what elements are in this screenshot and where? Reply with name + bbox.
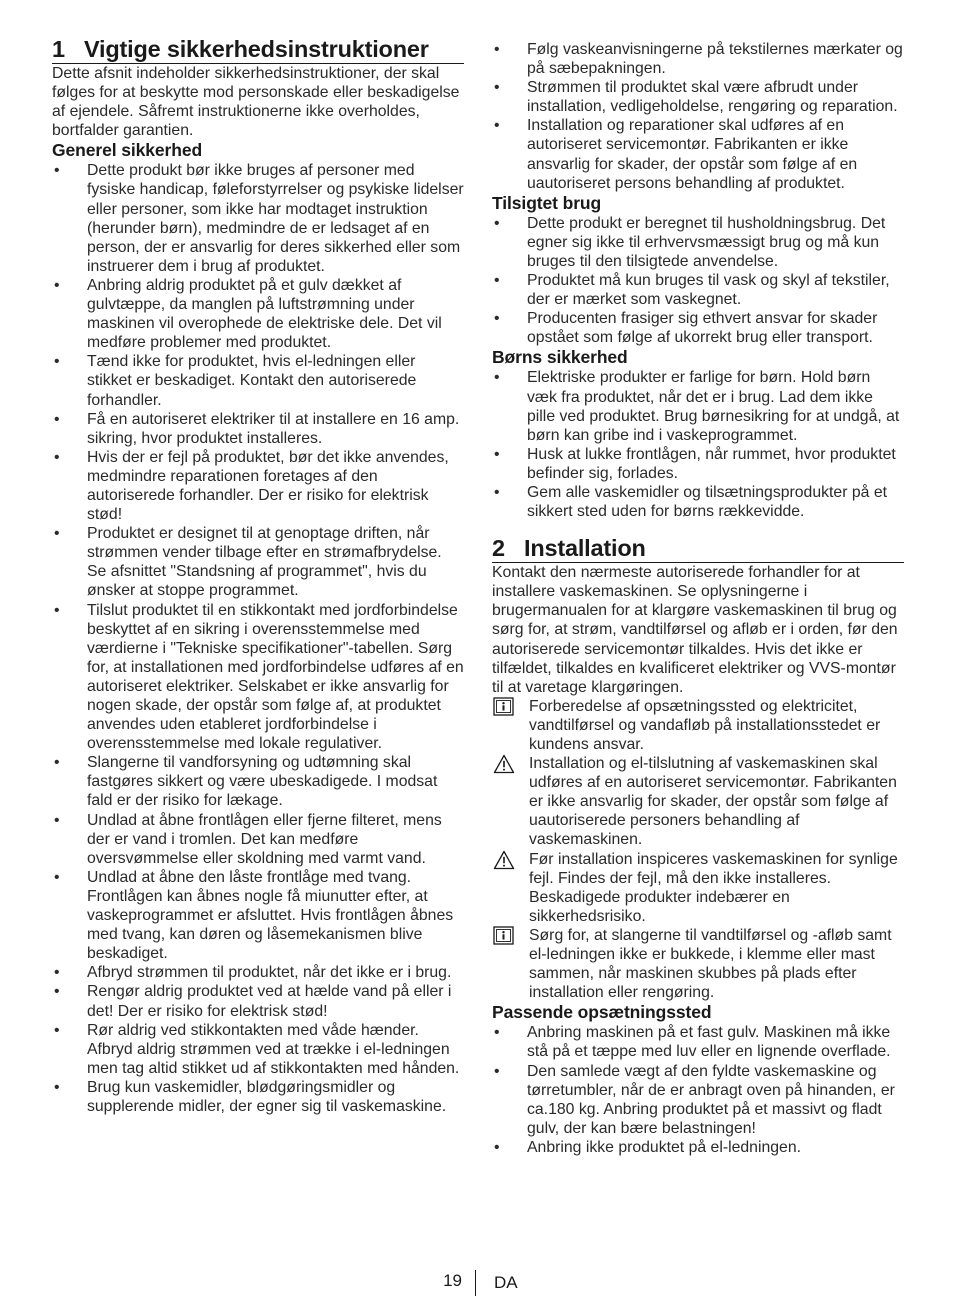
- list-item: • Anbring ikke produktet på el-ledningen.: [494, 1138, 801, 1156]
- list-item: • Anbring maskinen på et fast gulv. Maskinen må ikke stå på et tæppe med luv eller en lignende overflade.: [494, 1024, 891, 1061]
- list-item: • Brug kun vaskemidler, blødgøringsmidler og supplerende midler, der egner sig til vaskemaskine.: [54, 1078, 447, 1115]
- section-title: Installation: [524, 535, 646, 562]
- child-safety-list: [492, 368, 904, 521]
- general-safety-list: [52, 161, 464, 1116]
- list-item: • Hvis der er fejl på produktet, bør det ikke anvendes, medmindre reparationen foretages af den autoriserede forhandler. Der er risiko for elektrisk stød!: [54, 448, 449, 524]
- info-note: Sørg for, at slangerne til vandtilførsel og -afløb samt el-ledningen ikke er bukkede, i klemme eller mast sammen, når maskinen skubbes på plads efter installation eller rengøring.: [492, 926, 904, 1002]
- left-column: [52, 36, 464, 1116]
- list-item: • Afbryd strømmen til produktet, når det ikke er i brug.: [54, 964, 452, 982]
- section-number: 1: [52, 36, 65, 62]
- list-item: • Anbring aldrig produktet på et gulv dækket af gulvtæppe, da manglen på luftstrømning under maskinen vil overophede de elektriske dele. Det vil medføre problemer med produktet.: [54, 276, 442, 352]
- intended-use-list: [492, 214, 904, 348]
- language-code: DA: [494, 1273, 518, 1292]
- info-note: Forberedelse af opsætningssted og elektricitet, vandtilførsel og vandafløb på installationsstedet er kundens ansvar.: [492, 697, 904, 754]
- warning-note: Installation og el-tilslutning af vaskemaskinen skal udføres af en autoriseret servicemontør. Fabrikanten er ikke ansvarlig for skader, der opstår som følge af uautoriserede personers behandling af vaskemaskinen.: [492, 754, 904, 849]
- warning-icon: [493, 850, 515, 870]
- list-item: • Undlad at åbne frontlågen eller fjerne filteret, mens der er vand i tromlen. Det kan medføre oversvømmelse eller skoldning med varmt vand.: [54, 811, 442, 867]
- section-2-intro: Kontakt den nærmeste autoriserede forhandler for at installere vaskemaskinen. Se oplysningerne i brugermanualen for at klargøre vaskemaskinen til brug og sørg for, at strøm, vandtilførsel og afløb er i orden, før den autoriserede servicemontør tilkaldes. Hvis det ikke er tilfældet, tilkaldes en kvalificeret elektriker og VVS-montør til at varetage klargøringen.: [492, 564, 898, 696]
- list-item: • Rør aldrig ved stikkontakten med våde hænder. Afbryd aldrig strømmen ved at trække i el-ledningen men tag altid stikket ud af stikkontakten med hånden.: [54, 1021, 460, 1077]
- list-item: • Dette produkt bør ikke bruges af personer med fysiske handicap, føleforstyrrelser og psykiske lidelser eller personer, som ikke har modtaget instruktion (herunder børn), medmindre de er ledsaget af en person, der er ansvarlig for deres sikkerhed eller som instruerer dem i brug af produktet.: [54, 162, 464, 275]
- list-item: • Få en autoriseret elektriker til at installere en 16 amp. sikring, hvor produktet installeres.: [54, 410, 460, 447]
- list-item: • Undlad at åbne den låste frontlåge med tvang. Frontlågen kan åbnes nogle få miunutter efter, at vaskeprogrammet er afsluttet. Hvis frontlågen åbnes med tvang, kan døren og låsemekanismen blive beskadiget.: [54, 868, 454, 963]
- list-item: • Gem alle vaskemidler og tilsætningsprodukter på et sikkert sted uden for børns rækkevidde.: [494, 483, 887, 521]
- general-safety-list-continued: [492, 40, 904, 193]
- list-item: • Den samlede vægt af den fyldte vaskemaskine og tørretumbler, når de er anbragt oven på hinanden, er ca.180 kg. Anbring produktet på et massivt og fladt gulv, der kan bære belastningen!: [494, 1062, 895, 1137]
- list-item: • Produktet må kun bruges til vask og skyl af tekstiler, der er mærket som vaskegnet.: [494, 272, 890, 309]
- list-item: • Dette produkt er beregnet til husholdningsbrug. Det egner sig ikke til erhvervsmæssigt brug og må kun bruges til den tilsigtede anvendelse.: [494, 214, 886, 270]
- installation-location-list: [492, 1023, 904, 1157]
- general-safety-heading: Generel sikkerhed: [52, 140, 203, 161]
- list-item: • Tilslut produktet til en stikkontakt med jordforbindelse beskyttet af en sikring i overensstemmelse med værdierne i "Tekniske specifikationer"-tabellen. Sørg for, at installationen med jordforbindelse udføres af en autoriseret elektriker. Selskabet er ikke ansvarlig for nogen skade, der opstår som følge af, at produktet anvendes uden etableret jordforbindelse i overensstemmelse med lokale regulativer.: [54, 601, 464, 753]
- list-item: • Tænd ikke for produktet, hvis el-ledningen eller stikket er beskadiget. Kontakt den autoriserede forhandler.: [54, 353, 417, 409]
- page-number: 19: [443, 1271, 462, 1290]
- installation-location-heading: Passende opsætningssted: [492, 1002, 712, 1023]
- section-number: 2: [492, 535, 505, 562]
- footer-divider: [475, 1270, 476, 1296]
- list-item: • Følg vaskeanvisningerne på tekstilernes mærkater og på sæbepakningen.: [494, 41, 903, 78]
- right-column: [492, 40, 904, 1157]
- intended-use-heading: Tilsigtet brug: [492, 192, 602, 213]
- list-item: • Slangerne til vandforsyning og udtømning skal fastgøres sikkert og være ubeskadigede. I modsat fald er der risiko for lækage.: [54, 754, 438, 810]
- section-1-heading: [52, 36, 464, 64]
- section-title: Vigtige sikkerhedsinstruktioner: [84, 36, 429, 62]
- warning-note: Før installation inspiceres vaskemaskinen for synlige fejl. Findes der fejl, må den ikke installeres. Beskadigede produkter indebærer en sikkerhedsrisiko.: [492, 850, 904, 926]
- list-item: • Husk at lukke frontlågen, når rummet, hvor produktet befinder sig, forlades.: [494, 445, 896, 482]
- info-icon: [493, 926, 515, 946]
- section-1-intro: Dette afsnit indeholder sikkerhedsinstruktioner, der skal følges for at beskytte mod personskade eller beskadigelse af ejendele. Såfremt instruktionerne ikke overholdes, bortfalder garantien.: [52, 65, 460, 140]
- list-item: • Producenten frasiger sig ethvert ansvar for skader opstået som følge af ukorrekt brug eller transport.: [494, 310, 878, 347]
- child-safety-heading: Børns sikkerhed: [492, 347, 628, 368]
- warning-icon: [493, 754, 515, 774]
- page-footer: [0, 1270, 954, 1300]
- list-item: • Installation og reparationer skal udføres af en autoriseret servicemontør. Fabrikanten er ikke ansvarlig for skader, der opstår som følge af en uautoriseret persons behandling af produktet.: [494, 117, 858, 192]
- list-item: • Rengør aldrig produktet ved at hælde vand på eller i det! Der er risiko for elektrisk stød!: [54, 983, 452, 1020]
- info-icon: [493, 697, 515, 717]
- section-2-heading: [492, 535, 904, 563]
- list-item: • Strømmen til produktet skal være afbrudt under installation, vedligeholdelse, rengøring og reparation.: [494, 79, 898, 116]
- list-item: • Produktet er designet til at genoptage driften, når strømmen vender tilbage efter en strømafbrydelse. Se afsnittet "Standsning af programmet", hvis du ønsker at stoppe programmet.: [54, 525, 442, 600]
- list-item: • Elektriske produkter er farlige for børn. Hold børn væk fra produktet, når det er i brug. Lad dem ikke pille ved produktet. Brug børnesikring for at undgå, at børn kan gribe ind i vaskeprogrammet.: [494, 369, 900, 444]
